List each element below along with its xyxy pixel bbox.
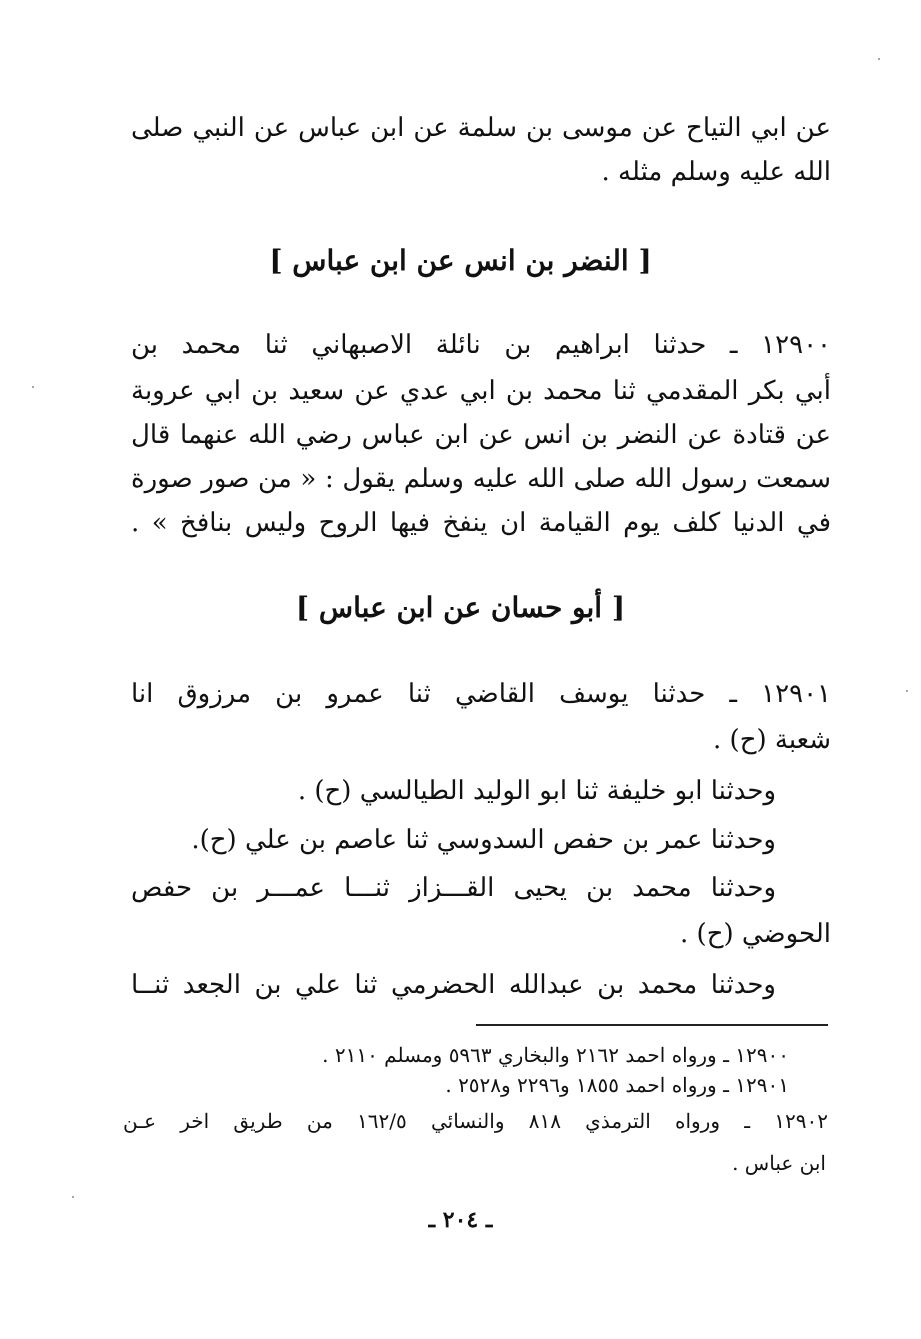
hadith-line: وحدثنا ابو خليفة ثنا ابو الوليد الطيالسي (ح) .: [297, 776, 776, 806]
section-heading: [ النضر بن انس عن ابن عباس ]: [269, 244, 652, 277]
hadith-line: سمعت رسول الله صلى الله عليه وسلم يقول : « من صور صورة: [131, 464, 831, 494]
scan-speck: [906, 690, 908, 692]
text-line: الله عليه وسلم مثله .: [601, 157, 831, 187]
page-number: ـ ٢٠٤ ـ: [428, 1207, 493, 1233]
hadith-line: في الدنيا كلف يوم القيامة ان ينفخ فيها الروح وليس بنافخ » .: [131, 508, 831, 538]
footnote: ١٢٩٠١ ـ ورواه احمد ١٨٥٥ و٢٢٩٦ و٢٥٢٨ .: [445, 1073, 789, 1097]
footnote: ابن عباس .: [732, 1151, 826, 1175]
hadith-line: أبي بكر المقدمي ثنا محمد بن ابي عدي عن سعيد بن ابي عروبة: [131, 376, 831, 406]
scan-speck: [32, 386, 34, 388]
hadith-line: وحدثنا عمر بن حفص السدوسي ثنا عاصم بن علي (ح).: [191, 825, 776, 855]
hadith-line: وحدثنا محمد بن عبدالله الحضرمي ثنا علي بن الجعد ثنــا: [131, 970, 776, 1000]
hadith-line: الحوضي (ح) .: [680, 919, 831, 949]
scan-speck: [72, 1196, 74, 1198]
hadith-line: عن قتادة عن النضر بن انس عن ابن عباس رضي الله عنهما قال: [131, 420, 831, 450]
hadith-line: ١٢٩٠٠ ـ حدثنا ابراهيم بن نائلة الاصبهاني ثنا محمد بن: [131, 330, 831, 360]
hadith-line: ١٢٩٠١ ـ حدثنا يوسف القاضي ثنا عمرو بن مرزوق انا: [131, 679, 831, 709]
footnote: ١٢٩٠٢ ـ ورواه الترمذي ٨١٨ والنسائي ١٦٢/٥ من طريق اخر عـن: [123, 1109, 829, 1133]
text-line: عن ابي التياح عن موسى بن سلمة عن ابن عباس عن النبي صلى: [131, 113, 831, 143]
hadith-line: وحدثنا محمد بن يحيى القـــزاز ثنـــا عمـــر بن حفص: [131, 873, 776, 903]
scan-speck: [878, 58, 880, 60]
footnote-divider: [476, 1024, 828, 1026]
section-heading: [ أبو حسان عن ابن عباس ]: [295, 591, 626, 624]
hadith-line: شعبة (ح) .: [713, 725, 831, 755]
footnote: ١٢٩٠٠ ـ ورواه احمد ٢١٦٢ والبخاري ٥٩٦٣ ومسلم ٢١١٠ .: [322, 1043, 789, 1067]
